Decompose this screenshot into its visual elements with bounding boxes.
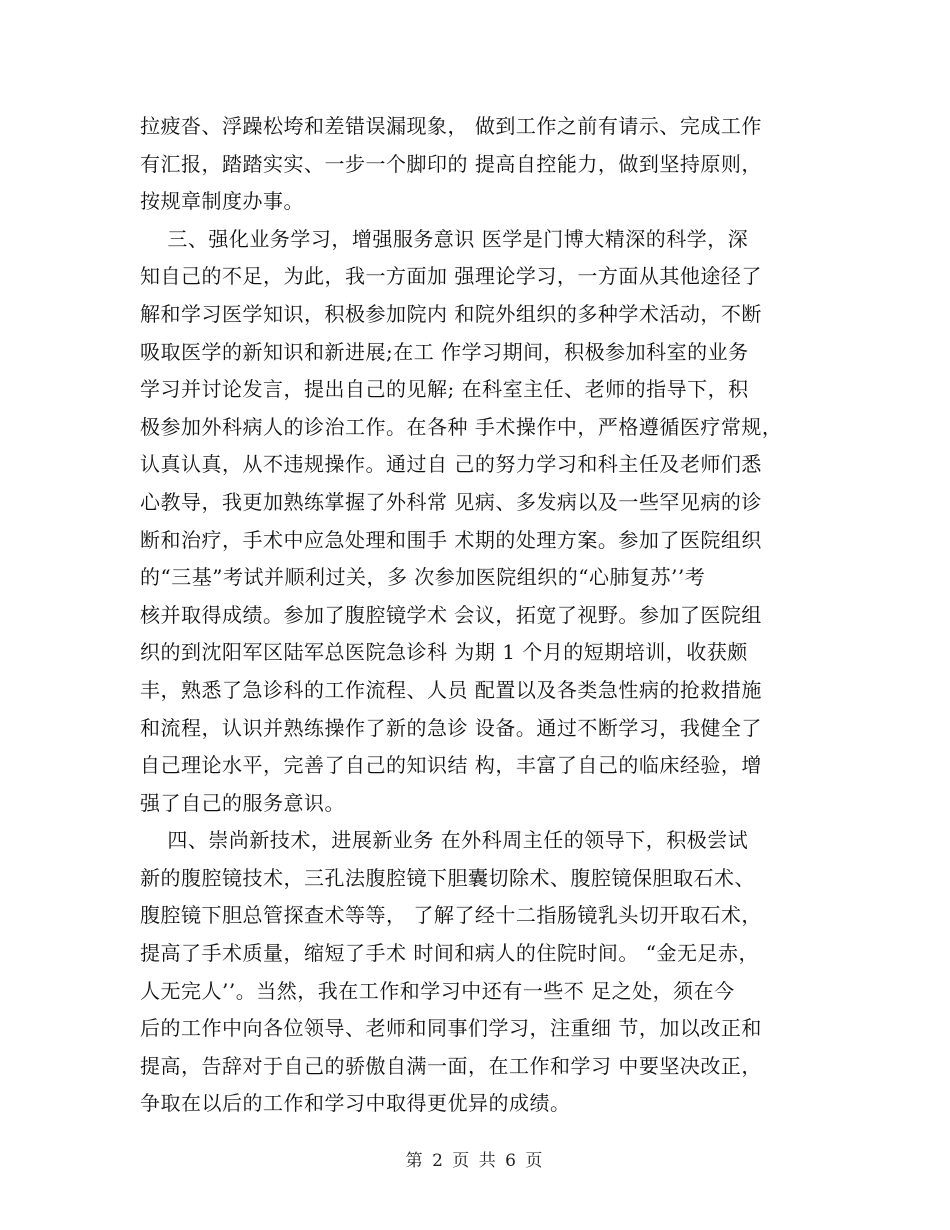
- text-line: 核并取得成绩。参加了腹腔镜学术 会议，拓宽了视野。参加了医院组: [140, 602, 762, 627]
- text-line: 强了自己的服务意识。: [140, 790, 345, 815]
- section-four-heading-line: 四、崇尚新技术，进展新业务 在外科周主任的领导下，积极尝试: [140, 828, 749, 853]
- text-line: 人无完人’’。当然，我在工作和学习中还有一些不 足之处，须在今: [140, 978, 735, 1003]
- page-number-footer: 第 2 页 共 6 页: [405, 1151, 545, 1171]
- text-line: 争取在以后的工作和学习中取得更优异的成绩。: [140, 1091, 571, 1116]
- text-line: 解和学习医学知识，积极参加院内 和院外组织的多种学术活动，不断: [140, 301, 762, 326]
- text-line: 断和治疗，手术中应急处理和围手 术期的处理方案。参加了医院组织: [140, 527, 762, 552]
- text-line: 极参加外科病人的诊治工作。在各种 手术操作中，严格遵循医疗常规，: [140, 414, 783, 439]
- text-line: 知自己的不足，为此，我一方面加 强理论学习，一方面从其他途径了: [140, 264, 762, 289]
- text-line: 织的到沈阳军区陆军总医院急诊科 为期 1 个月的短期培训，收获颇: [140, 640, 748, 665]
- text-line: 后的工作中向各位领导、老师和同事们学习，注重细 节，加以改正和: [140, 1016, 762, 1041]
- body-text: [140, 108, 830, 1123]
- text-line: 提高了手术质量，缩短了手术 时间和病人的住院时间。 “金无足赤，: [140, 941, 759, 966]
- text-line: 和流程，认识并熟练操作了新的急诊 设备。通过不断学习，我健全了: [140, 715, 762, 740]
- text-line: 提高，告辞对于自己的骄傲自满一面，在工作和学习 中要坚决改正，: [140, 1053, 762, 1078]
- text-line: 按规章制度办事。: [140, 189, 304, 214]
- text-line: 丰，熟悉了急诊科的工作流程、人员 配置以及各类急性病的抢救措施: [140, 677, 762, 702]
- text-line: 吸取医学的新知识和新进展;在工 作学习期间，积极参加科室的业务: [140, 339, 749, 364]
- text-line: 腹腔镜下胆总管探查术等等， 了解了经十二指肠镜乳头切开取石术，: [140, 903, 762, 928]
- text-line: 学习并讨论发言，提出自己的见解; 在科室主任、老师的指导下，积: [140, 377, 749, 402]
- section-three-heading-line: 三、强化业务学习，增强服务意识 医学是门博大精深的科学，深: [140, 226, 749, 251]
- text-line: 心教导，我更加熟练掌握了外科常 见病、多发病以及一些罕见病的诊: [140, 489, 762, 514]
- text-line: 拉疲沓、浮躁松垮和差错误漏现象， 做到工作之前有请示、完成工作: [140, 114, 762, 138]
- text-line: 新的腹腔镜技术，三孔法腹腔镜下胆囊切除术、腹腔镜保胆取石术、: [140, 865, 755, 890]
- text-line: 的“三基”考试并顺利过关，多 次参加医院组织的“心肺复苏’’考: [140, 565, 706, 590]
- text-line: 认真认真，从不违规操作。通过自 己的努力学习和科主任及老师们悉: [140, 452, 762, 477]
- text-line: 自己理论水平，完善了自己的知识结 构，丰富了自己的临床经验，增: [140, 753, 762, 778]
- text-line: 有汇报，踏踏实实、一步一个脚印的 提高自控能力，做到坚持原则，: [140, 151, 762, 176]
